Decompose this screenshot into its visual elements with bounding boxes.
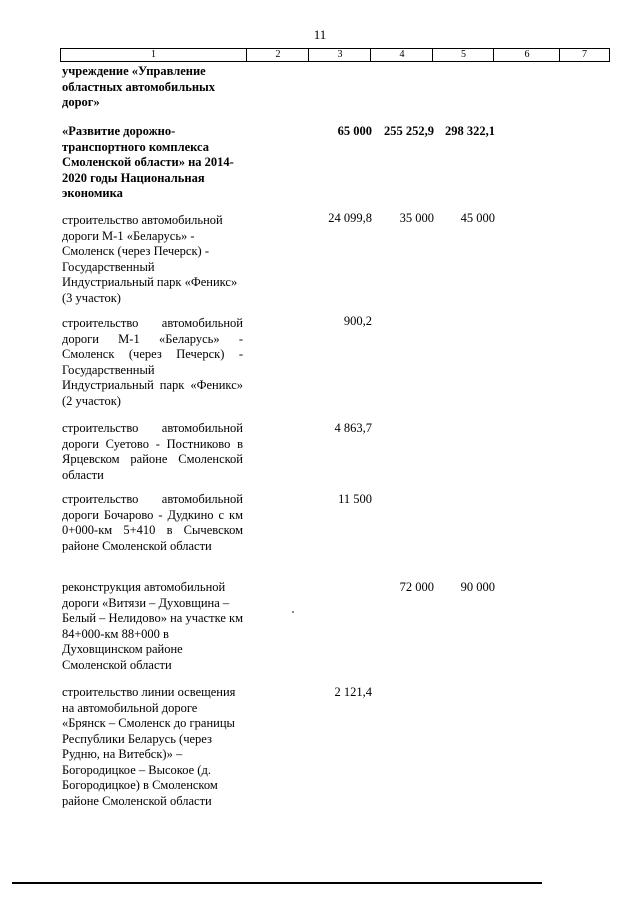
value-col-4: 72 000 — [399, 580, 434, 594]
row-text: строительство автомобильной дороги Суетово - Постниково в Ярцевском районе Смоленской области — [62, 421, 243, 482]
value-col-5: 45 000 — [460, 211, 495, 225]
value-col-4: 255 252,9 — [384, 124, 434, 138]
row-text: «Развитие дорожно-транспортного комплекса Смоленской области» на 2014-2020 годы Национальная экономика — [62, 124, 234, 200]
value-col-3: 2 121,4 — [334, 685, 372, 699]
row-text: учреждение «Управление областных автомобильных дорог» — [62, 64, 216, 109]
value-col-3: 24 099,8 — [328, 211, 372, 225]
value-col-3: 4 863,7 — [334, 421, 372, 435]
header-col-5: 5 — [432, 49, 494, 61]
value-col-4: 35 000 — [399, 211, 434, 225]
value-col-3: 11 500 — [338, 492, 372, 506]
header-col-1: 1 — [151, 49, 156, 60]
row-text: строительство автомобильной дороги М-1 «Беларусь» - Смоленск (через Печерск) - Государственный Индустриальный парк «Феникс» (2 участок) — [62, 316, 243, 408]
row-text: строительство автомобильной дороги Бочарово - Дудкино с км 0+000-км 5+410 в Сычевском районе Смоленской области — [62, 492, 243, 553]
value-col-3: 900,2 — [343, 314, 372, 328]
scan-speck — [292, 611, 294, 613]
value-col-3: 65 000 — [337, 124, 372, 138]
header-col-6: 6 — [493, 49, 560, 61]
value-col-5: 90 000 — [460, 580, 495, 594]
value-col-5: 298 322,1 — [445, 124, 495, 138]
row-text: строительство линии освещения на автомобильной дороге «Брянск – Смоленск до границы Республики Беларусь (через Рудню, на Витебск)» – Богородицкое – Высокое (д. Богородицкое) в Смоленском районе Смоленской области — [62, 685, 236, 808]
table-header-row — [60, 48, 610, 62]
header-col-3: 3 — [308, 49, 371, 61]
header-col-2: 2 — [246, 49, 309, 61]
row-text: строительство автомобильной дороги М-1 «Беларусь» - Смоленск (через Печерск) - Государственный Индустриальный парк «Феникс» (3 участок) — [62, 213, 238, 305]
header-col-4: 4 — [370, 49, 433, 61]
row-text: реконструкция автомобильной дороги «Витязи – Духовщина – Белый – Нелидово» на участке км 84+000-км 88+000 в Духовщинском районе Смоленской области — [62, 580, 243, 672]
header-col-7: 7 — [559, 49, 609, 61]
footer-rule — [12, 882, 542, 884]
page-number: 11 — [313, 27, 327, 42]
